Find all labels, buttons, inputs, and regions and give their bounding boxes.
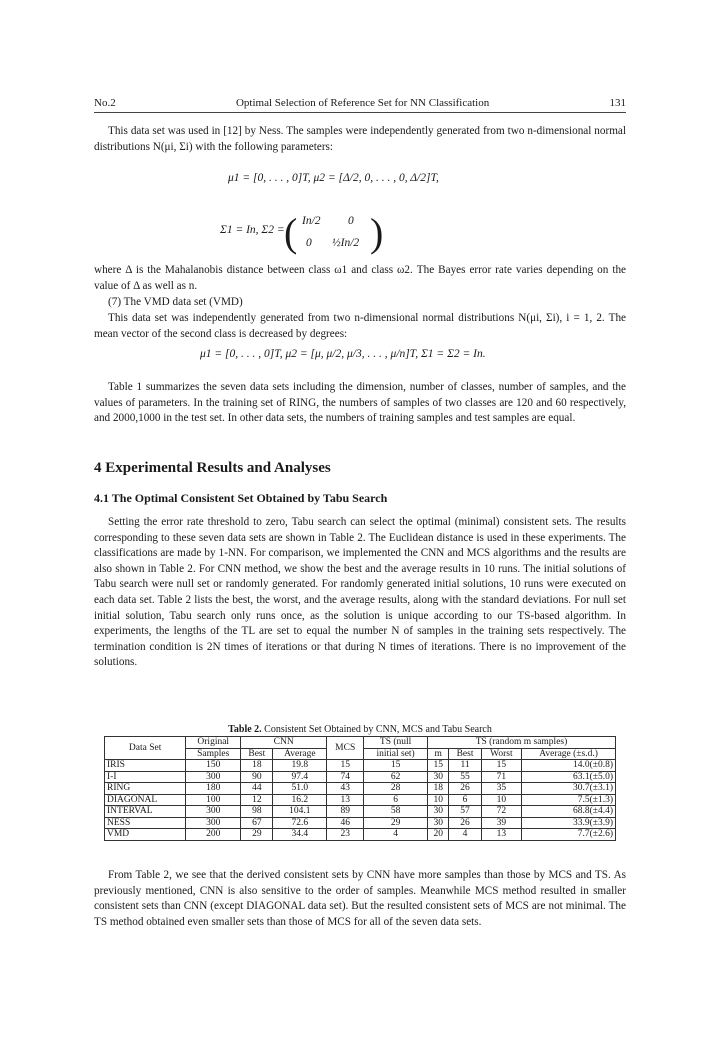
cell: 26 — [449, 817, 481, 829]
col-ts-random: TS (random m samples) — [428, 737, 616, 749]
col-ts-worst: Worst — [481, 748, 522, 760]
col-original: Original — [186, 737, 241, 749]
cell: 39 — [481, 817, 522, 829]
cell: 30 — [428, 771, 449, 783]
cell: 44 — [241, 783, 273, 795]
cell: 43 — [327, 783, 364, 795]
cell: 51.0 — [273, 783, 327, 795]
cell: 104.1 — [273, 806, 327, 818]
cell: 29 — [364, 817, 428, 829]
cell: 200 — [186, 829, 241, 841]
cell: 150 — [186, 760, 241, 772]
cell: 71 — [481, 771, 522, 783]
cell: 12 — [241, 794, 273, 806]
cell: 46 — [327, 817, 364, 829]
col-ts-average: Average (±s.d.) — [522, 748, 616, 760]
cell: VMD — [105, 829, 186, 841]
matrix-cell-12: 0 — [348, 215, 354, 227]
col-ts-null-initial: initial set) — [364, 748, 428, 760]
cell: 35 — [481, 783, 522, 795]
cell: 20 — [428, 829, 449, 841]
cell: 57 — [449, 806, 481, 818]
cell: 74 — [327, 771, 364, 783]
left-paren: ( — [284, 210, 298, 255]
matrix-cell-22: ½In/2 — [332, 237, 360, 249]
running-title: Optimal Selection of Reference Set for NN Classification — [235, 97, 490, 109]
cell: 58 — [364, 806, 428, 818]
table-row — [105, 794, 616, 806]
cell: DIAGONAL — [105, 794, 186, 806]
cell: 7.5(±1.3) — [522, 794, 616, 806]
table-caption-text: Consistent Set Obtained by CNN, MCS and Tabu Search — [264, 724, 492, 735]
table-caption-label: Table 2. — [228, 724, 262, 735]
cell: 15 — [481, 760, 522, 772]
cell: 29 — [241, 829, 273, 841]
cell: 90 — [241, 771, 273, 783]
col-cnn: CNN — [241, 737, 327, 749]
table-caption — [94, 724, 626, 735]
table-row — [105, 817, 616, 829]
cell: 89 — [327, 806, 364, 818]
equation-vmd-means: μ1 = [0, . . . , 0]T, μ2 = [μ, μ/2, μ/3, . . . , μ/n]T, Σ1 = Σ2 = In. — [200, 348, 486, 360]
col-m: m — [428, 748, 449, 760]
cell: 16.2 — [273, 794, 327, 806]
cell: 6 — [364, 794, 428, 806]
cell: 10 — [428, 794, 449, 806]
cell: INTERVAL — [105, 806, 186, 818]
cell: 19.8 — [273, 760, 327, 772]
cell: 4 — [449, 829, 481, 841]
cell: 100 — [186, 794, 241, 806]
cell: NESS — [105, 817, 186, 829]
table-row — [105, 829, 616, 841]
cell: 72.6 — [273, 817, 327, 829]
paragraph-tabu-results: Setting the error rate threshold to zero, Tabu search can select the optimal (minimal) consistent sets. The results corresponding to these seven data sets are shown in Table 2. The Euclidean distance is used in these experiments. The classifications are made by 1-NN. For comparison, we implemented the CNN and MCS algorithms and the results are also shown in Table 2. For CNN method, we show the best and the average results in 10 runs. The initial solutions of Tabu search were null set or randomly generated. For randomly generated initial solutions, 10 runs were executed on each data set. Table 2 lists the best, the worst, and the average results, along with the standard deviations. For null set initial solution, Tabu search only runs once, as the solution is unique according to our TS-based algorithm. In experiments, the lengths of the TL are set to equal the number N of samples in the training sets respectively. The termination condition is 2N times of iterations or that during N times of iterations. There is no improvement of the solutions. — [94, 516, 626, 669]
cell: 4 — [364, 829, 428, 841]
cell: 72 — [481, 806, 522, 818]
cell: 300 — [186, 806, 241, 818]
col-ts-best: Best — [449, 748, 481, 760]
cell: 30 — [428, 817, 449, 829]
cell: 33.9(±3.9) — [522, 817, 616, 829]
paragraph-ness-intro: This data set was used in [12] by Ness. The samples were independently generated from two n-dimensional normal distributions N(μi, Σi) with the following parameters: — [94, 125, 626, 153]
right-paren: ) — [370, 210, 384, 255]
cell: 7.7(±2.6) — [522, 829, 616, 841]
cell: I-I — [105, 771, 186, 783]
matrix-cell-21: 0 — [306, 237, 312, 249]
results-table — [104, 736, 616, 841]
cell: 68.8(±4.4) — [522, 806, 616, 818]
equation-mean-vectors: μ1 = [0, . . . , 0]T, μ2 = [Δ/2, 0, . . . , 0, Δ/2]T, — [228, 172, 439, 184]
page-number: 131 — [609, 97, 626, 109]
equation-covariance-lhs: Σ1 = In, Σ2 = — [220, 224, 285, 236]
cell: 97.4 — [273, 771, 327, 783]
cell: 23 — [327, 829, 364, 841]
table-row — [105, 760, 616, 772]
cell: 98 — [241, 806, 273, 818]
cell: 18 — [428, 783, 449, 795]
cell: 6 — [449, 794, 481, 806]
cell: IRIS — [105, 760, 186, 772]
running-header — [94, 97, 626, 113]
cell: 34.4 — [273, 829, 327, 841]
cell: RING — [105, 783, 186, 795]
cell: 10 — [481, 794, 522, 806]
col-dataset: Data Set — [105, 737, 186, 760]
cell: 26 — [449, 783, 481, 795]
cell: 300 — [186, 771, 241, 783]
journal-issue: No.2 — [94, 97, 116, 109]
cell: 14.0(±0.8) — [522, 760, 616, 772]
cell: 13 — [481, 829, 522, 841]
cell: 55 — [449, 771, 481, 783]
item-vmd-heading: (7) The VMD data set (VMD) — [108, 296, 243, 308]
table-row — [105, 783, 616, 795]
cell: 28 — [364, 783, 428, 795]
paragraph-mahalanobis: where Δ is the Mahalanobis distance between class ω1 and class ω2. The Bayes error rate varies depending on the value of Δ as well as n. — [94, 264, 626, 292]
cell: 15 — [428, 760, 449, 772]
cell: 62 — [364, 771, 428, 783]
table-row — [105, 806, 616, 818]
cell: 18 — [241, 760, 273, 772]
col-samples: Samples — [186, 748, 241, 760]
cell: 63.1(±5.0) — [522, 771, 616, 783]
matrix-cell-11: In/2 — [302, 215, 321, 227]
table-row — [105, 771, 616, 783]
cell: 15 — [364, 760, 428, 772]
col-cnn-average: Average — [273, 748, 327, 760]
cell: 30 — [428, 806, 449, 818]
cell: 30.7(±3.1) — [522, 783, 616, 795]
cell: 300 — [186, 817, 241, 829]
section-heading: 4 Experimental Results and Analyses — [94, 460, 331, 476]
cell: 15 — [327, 760, 364, 772]
paragraph-vmd: This data set was independently generated from two n-dimensional normal distributions N(μi, Σi), i = 1, 2. The mean vector of the second class is decreased by degrees: — [94, 312, 626, 340]
cell: 67 — [241, 817, 273, 829]
col-cnn-best: Best — [241, 748, 273, 760]
paragraph-table2-discussion: From Table 2, we see that the derived consistent sets by CNN have more samples than those by MCS and TS. As previously mentioned, CNN is also sensitive to the order of samples. Meanwhile MCS method resulted in smaller consistent sets than CNN (except DIAGONAL data set). But the resulted consistent sets of MCS are not minimal. The TS method obtained even smaller sets than those of MCS for all of the seven data sets. — [94, 869, 626, 928]
covariance-matrix — [284, 211, 444, 255]
cell: 11 — [449, 760, 481, 772]
subsection-heading: 4.1 The Optimal Consistent Set Obtained by Tabu Search — [94, 491, 388, 505]
cell: 180 — [186, 783, 241, 795]
cell: 13 — [327, 794, 364, 806]
col-ts-null: TS (null — [364, 737, 428, 749]
paragraph-table1-summary: Table 1 summarizes the seven data sets including the dimension, number of classes, number of samples, and the values of parameters. In the training set of RING, the numbers of samples of two classes are 120 and 60 respectively, and 2000,1000 in the test set. In other data sets, the numbers of training samples and test samples are equal. — [94, 381, 626, 425]
col-mcs: MCS — [327, 737, 364, 760]
